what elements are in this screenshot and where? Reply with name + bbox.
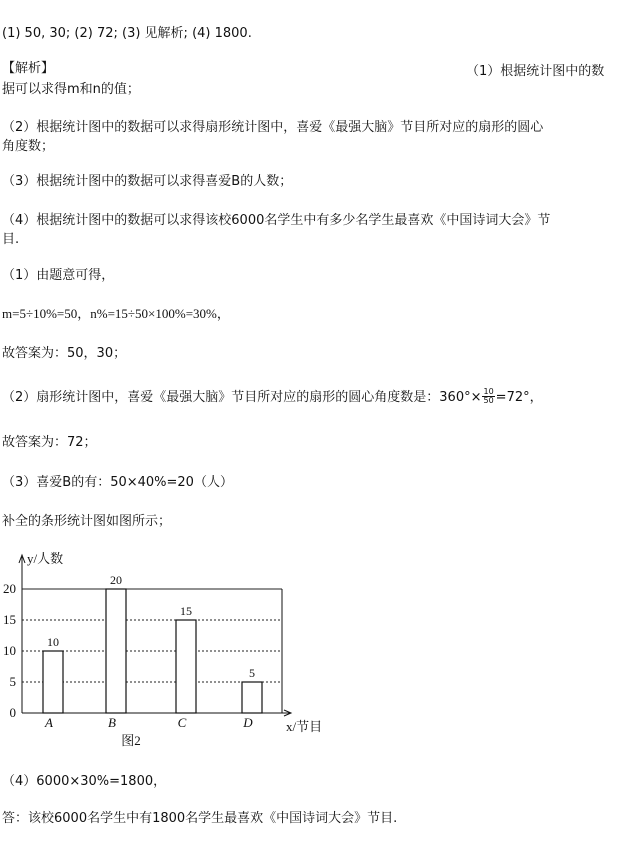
fraction-numerator: 10 — [483, 387, 494, 396]
analysis-intro-right: （1）根据统计图中的数 — [466, 64, 605, 79]
sol1-calc: m=5÷10%=50，n%=15÷50×100%=30%， — [2, 306, 230, 321]
y-tick-label: 15 — [3, 612, 16, 627]
y-tick-label: 0 — [9, 705, 16, 720]
sol4-calc: （4）6000×30%=1800， — [2, 774, 167, 789]
step2-line1: （2）根据统计图中的数据可以求得扇形统计图中，喜爱《最强大脑》节目所对应的扇形的圆心 — [2, 120, 544, 135]
step4-line2: 目. — [2, 232, 20, 247]
y-tick-label: 5 — [9, 674, 16, 689]
fraction-denominator: 50 — [483, 396, 494, 405]
bar-value-label: 5 — [249, 666, 255, 680]
bar-value-label: 15 — [180, 604, 192, 618]
y-tick-label: 10 — [3, 643, 16, 658]
bar-chart — [0, 545, 630, 755]
step2-line2: 角度数； — [2, 139, 55, 154]
sol2-answer: 故答案为：72； — [2, 435, 97, 450]
bar-value-label: 10 — [47, 635, 59, 649]
category-label: C — [177, 715, 187, 730]
sol2-line — [2, 386, 543, 406]
y-tick-label: 20 — [3, 581, 16, 596]
fraction — [482, 388, 494, 405]
sol3-text: （3）喜爱B的有：50×40%=20（人） — [2, 475, 233, 490]
x-axis-label: x/节目 — [286, 719, 323, 734]
bar — [106, 589, 126, 713]
sol1-answer: 故答案为：50，30； — [2, 346, 127, 361]
sol3-note: 补全的条形统计图如图所示； — [2, 514, 172, 529]
analysis-intro-cont: 据可以求得m和n的值； — [2, 82, 140, 97]
bar-value-label: 20 — [110, 573, 122, 587]
sol1-heading: （1）由题意可得， — [2, 268, 115, 283]
category-label: A — [45, 715, 53, 730]
answer-summary: (1) 50, 30; (2) 72; (3) 见解析; (4) 1800. — [2, 26, 252, 41]
y-axis-label: y/人数 — [27, 551, 64, 566]
step4-line1: （4）根据统计图中的数据可以求得该校6000名学生中有多少名学生最喜欢《中国诗词大会》节 — [2, 213, 551, 228]
final-answer: 答：该校6000名学生中有1800名学生最喜欢《中国诗词大会》节目. — [2, 811, 398, 826]
sol2-suffix: =72°， — [495, 390, 543, 405]
analysis-heading: 【解析】 — [2, 61, 55, 76]
category-label: D — [243, 715, 253, 730]
sol2-prefix: （2）扇形统计图中，喜爱《最强大脑》节目所对应的扇形的圆心角度数是：360°× — [2, 390, 482, 405]
bar — [242, 682, 262, 713]
bar — [43, 651, 63, 713]
figure-caption: 图2 — [121, 733, 141, 748]
step3-text: （3）根据统计图中的数据可以求得喜爱B的人数； — [2, 174, 293, 189]
category-label: B — [108, 715, 116, 730]
bar — [176, 620, 196, 713]
